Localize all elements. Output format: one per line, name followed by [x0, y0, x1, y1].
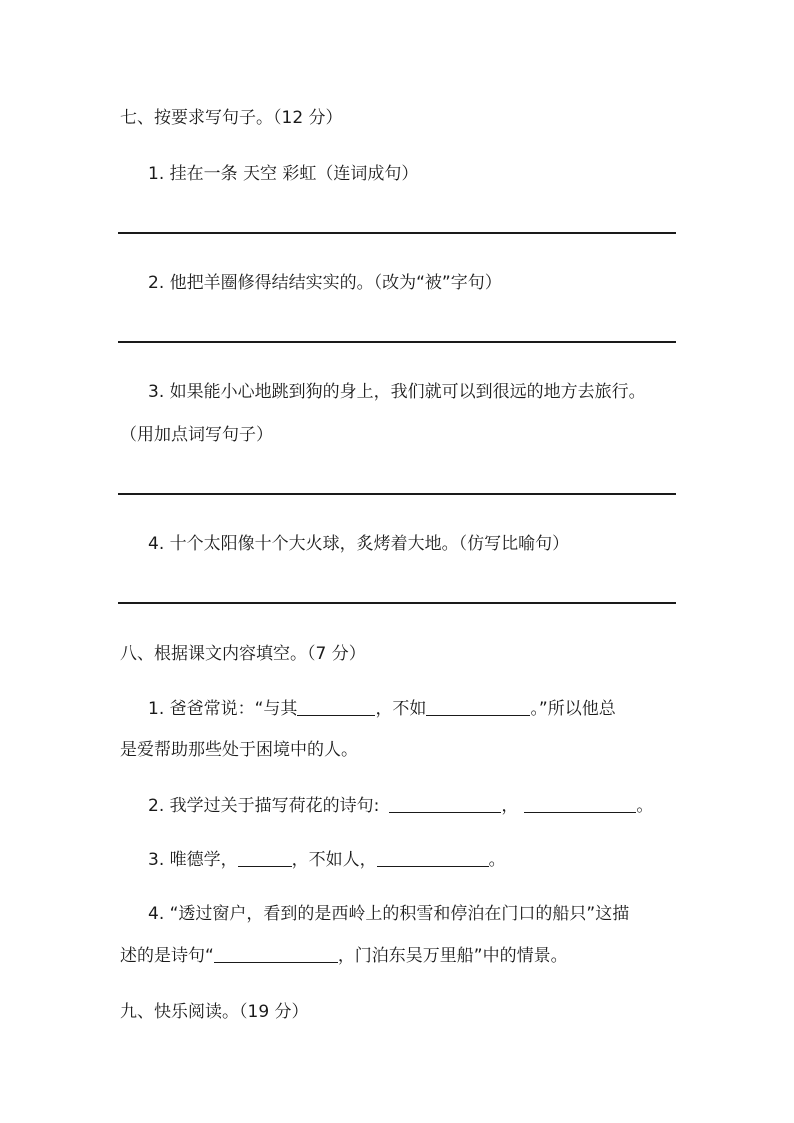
question-text: 。	[636, 796, 654, 816]
fill-blank[interactable]	[389, 795, 501, 813]
section-7-question-2: 2. 他把羊圈修得结结实实的。（改为“被”字句）	[148, 273, 502, 293]
question-text: ，不如	[375, 699, 427, 719]
section-8-heading: 八、根据课文内容填空。（7 分）	[120, 644, 366, 664]
question-text: ，	[501, 796, 519, 816]
fill-blank[interactable]	[377, 849, 489, 867]
question-text: ，不如人，	[291, 850, 377, 870]
answer-line-7-4[interactable]	[118, 602, 676, 604]
question-text: ，门泊东吴万里船”中的情景。	[337, 946, 568, 966]
answer-line-7-2[interactable]	[118, 341, 676, 343]
section-7-question-3-note: （用加点词写句子）	[120, 425, 273, 445]
question-text: 。	[488, 850, 506, 870]
section-8-question-2	[148, 794, 653, 818]
section-7-question-1: 1. 挂在一条 天空 彩虹（连词成句）	[148, 164, 419, 184]
question-text: 述的是诗句“	[120, 946, 214, 966]
question-text: 2. 我学过关于描写荷花的诗句:	[148, 796, 380, 816]
section-8-question-1	[148, 697, 616, 721]
section-8-question-1-continued: 是爱帮助那些处于困境中的人。	[120, 740, 358, 760]
fill-blank[interactable]	[297, 698, 375, 716]
section-7-heading: 七、按要求写句子。（12 分）	[120, 108, 343, 128]
question-text: 1. 爸爸常说：“与其	[148, 699, 298, 719]
section-8-question-3	[148, 848, 506, 872]
answer-line-7-1[interactable]	[118, 232, 676, 234]
fill-blank[interactable]	[426, 698, 530, 716]
fill-blank[interactable]	[214, 945, 338, 963]
section-7-question-4: 4. 十个太阳像十个大火球，炙烤着大地。（仿写比喻句）	[148, 534, 570, 554]
fill-blank[interactable]	[524, 795, 636, 813]
section-8-question-4: 4. “透过窗户，看到的是西岭上的积雪和停泊在门口的船只”这描	[148, 904, 630, 924]
question-text: 3. 唯德学，	[148, 850, 238, 870]
question-text: 。”所以他总	[530, 699, 616, 719]
section-7-question-3: 3. 如果能小心地跳到狗的身上，我们就可以到很远的地方去旅行。	[148, 382, 646, 402]
answer-line-7-3[interactable]	[118, 493, 676, 495]
section-8-question-4-continued	[120, 944, 568, 968]
fill-blank[interactable]	[238, 849, 292, 867]
section-9-heading: 九、快乐阅读。（19 分）	[120, 1002, 309, 1022]
